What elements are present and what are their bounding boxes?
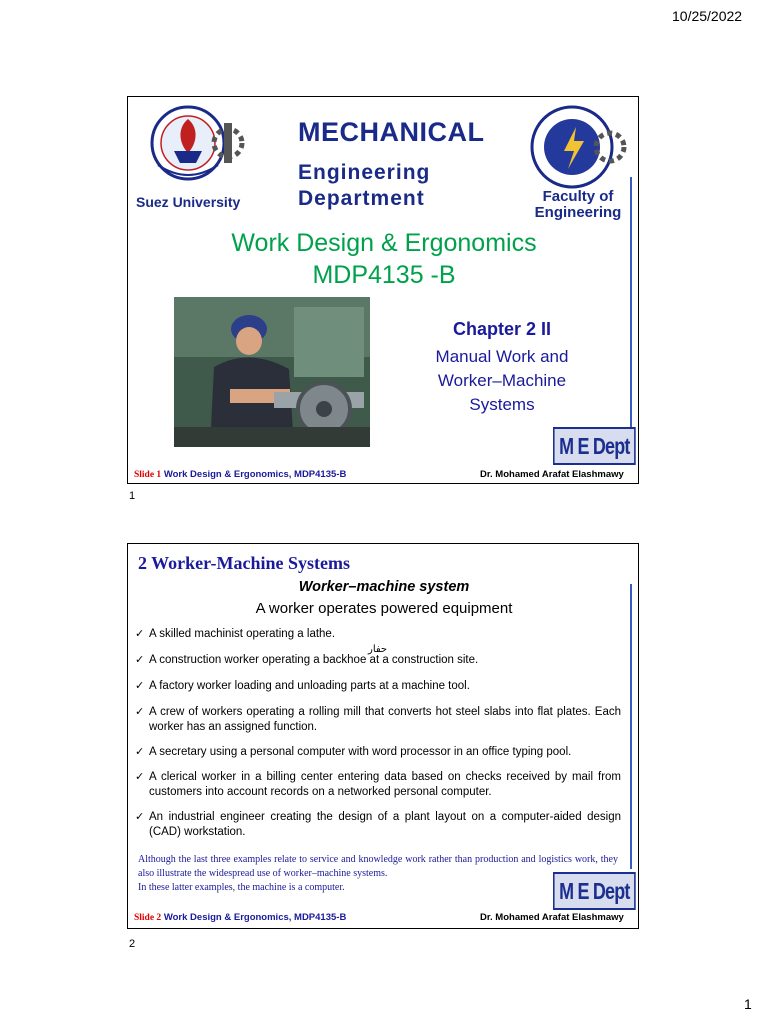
arabic-annotation: حفار bbox=[368, 644, 388, 655]
list-item: ✓ A construction worker operating a backhoe at a construction site. bbox=[135, 654, 479, 666]
footnote bbox=[138, 853, 618, 895]
medept-logo: M E Dept bbox=[553, 872, 636, 910]
section-subheading: A worker operates powered equipment bbox=[255, 600, 513, 617]
list-item: ✓ An industrial engineer creating the design of a plant layout on a computer-aided design (CAD) workstation. bbox=[135, 811, 621, 838]
checkmark-icon: ✓ bbox=[135, 771, 145, 783]
footer-course: Work Design & Ergonomics, MDP4135-B bbox=[163, 469, 347, 480]
footer-course: Work Design & Ergonomics, MDP4135-B bbox=[163, 912, 347, 923]
slide-1 bbox=[127, 96, 639, 484]
suez-university-logo bbox=[136, 103, 248, 199]
subtitle-line-1: Manual Work and bbox=[435, 347, 569, 366]
list-item: ✓ A crew of workers operating a rolling mill that converts hot steel slabs into flat plates. Each worker has an assigned function. bbox=[135, 706, 621, 733]
footer-author: Dr. Mohamed Arafat Elashmawy bbox=[480, 912, 624, 923]
faculty-label bbox=[526, 189, 630, 221]
slide-footer-left bbox=[134, 469, 346, 480]
footnote-line-2: In these latter examples, the machine is a computer. bbox=[138, 882, 345, 893]
medept-logo: M E Dept bbox=[553, 427, 636, 465]
list-item: ✓ A factory worker loading and unloading parts at a machine tool. bbox=[135, 680, 470, 692]
slide-number-label: Slide 2 bbox=[134, 913, 162, 923]
department-title: MECHANICAL bbox=[298, 117, 485, 147]
slide-accent-line bbox=[630, 584, 632, 869]
faculty-line-1: Faculty of bbox=[542, 188, 614, 205]
bullet-list bbox=[135, 627, 621, 840]
subtitle-line-3: Systems bbox=[469, 395, 535, 414]
faculty-line-2: Engineering bbox=[534, 204, 622, 221]
subtitle-line-2: Worker–Machine bbox=[437, 371, 567, 390]
checkmark-icon: ✓ bbox=[135, 654, 145, 666]
slide-title: 2 Worker-Machine Systems bbox=[138, 553, 350, 573]
university-name: Suez University bbox=[136, 194, 241, 210]
footer-author: Dr. Mohamed Arafat Elashmawy bbox=[480, 469, 624, 480]
list-item: ✓ A secretary using a personal computer with word processor in an office typing pool. bbox=[135, 746, 572, 758]
chapter-title: Chapter 2 II bbox=[452, 319, 552, 339]
page-number: 1 bbox=[744, 996, 752, 1012]
slide-2-number: 2 bbox=[129, 938, 136, 950]
faculty-of-engineering-logo bbox=[526, 105, 628, 189]
slide-footer-left bbox=[134, 912, 346, 923]
department-engineering: Engineering bbox=[298, 161, 431, 184]
list-item: ✓ A clerical worker in a billing center entering data based on checks received by mail from customers into account records on a networked personal computer. bbox=[135, 771, 621, 798]
page-date: 10/25/2022 bbox=[672, 8, 743, 24]
checkmark-icon: ✓ bbox=[135, 706, 145, 718]
checkmark-icon: ✓ bbox=[135, 628, 145, 640]
slide-number-label: Slide 1 bbox=[134, 470, 162, 480]
slide-accent-line bbox=[630, 177, 632, 427]
section-heading: Worker–machine system bbox=[298, 579, 470, 595]
course-code: MDP4135 -B bbox=[312, 261, 456, 289]
list-item: ✓ A skilled machinist operating a lathe. bbox=[135, 628, 336, 640]
footnote-line-1: Although the last three examples relate to service and knowledge work rather than production and logistics work, they also illustrate the widespread use of worker–machine systems. bbox=[138, 854, 618, 879]
lathe-photo bbox=[174, 297, 370, 447]
checkmark-icon: ✓ bbox=[135, 680, 145, 692]
course-title: Work Design & Ergonomics bbox=[231, 229, 537, 257]
checkmark-icon: ✓ bbox=[135, 811, 145, 823]
slide-1-number: 1 bbox=[129, 490, 136, 502]
checkmark-icon: ✓ bbox=[135, 746, 145, 758]
slide-2 bbox=[127, 543, 639, 929]
chapter-subtitle bbox=[408, 345, 596, 417]
department-label: Department bbox=[298, 187, 425, 210]
